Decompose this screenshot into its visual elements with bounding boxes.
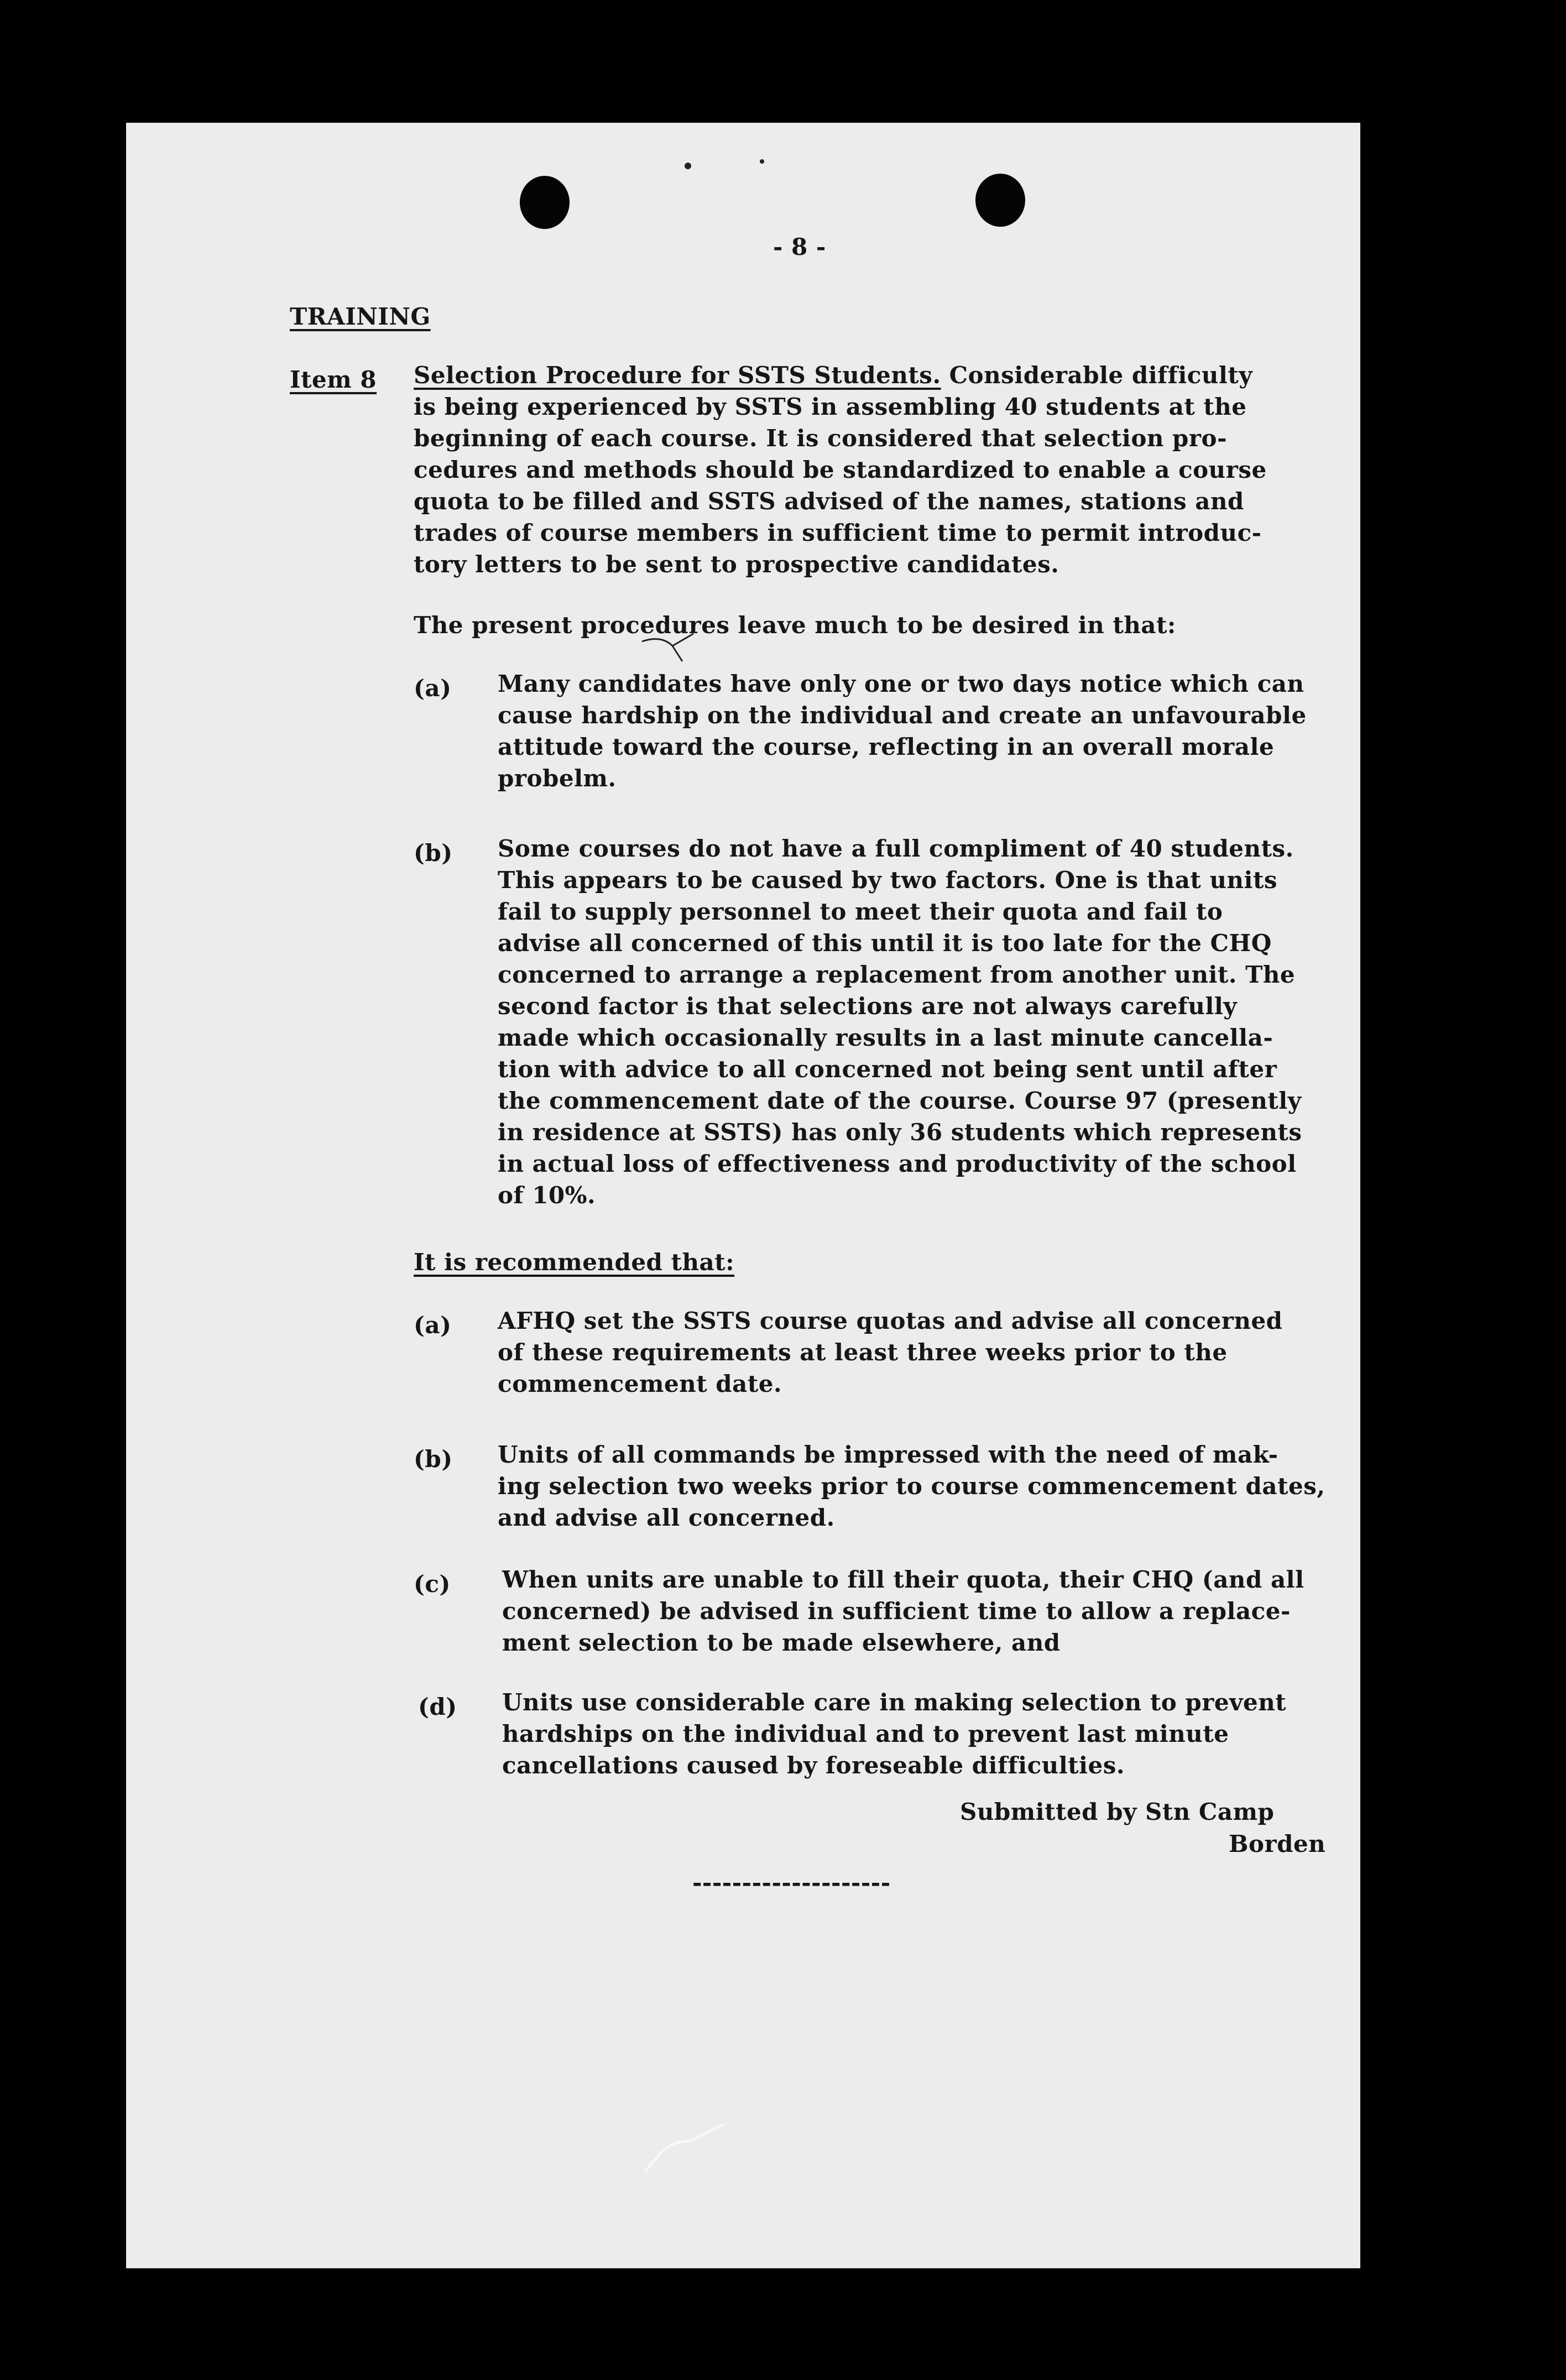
- list-line: made which occasionally results in a last minute cancella-: [498, 1024, 1273, 1051]
- list-line: When units are unable to fill their quota, their CHQ (and all: [502, 1566, 1304, 1593]
- recommend-item-a: [498, 1305, 1283, 1400]
- recommend-item-c: [502, 1564, 1304, 1658]
- list-line: second factor is that selections are not always carefully: [498, 993, 1238, 1020]
- present-item-a: [498, 668, 1307, 794]
- list-line: in residence at SSTS) has only 36 students which represents: [498, 1119, 1302, 1146]
- recommend-item-b: [498, 1439, 1325, 1533]
- intro-line: cedures and methods should be standardized to enable a course: [414, 456, 1267, 483]
- list-line: concerned to arrange a replacement from another unit. The: [498, 961, 1296, 988]
- item-title: Selection Procedure for SSTS Students.: [414, 362, 941, 389]
- punch-hole-left: [520, 176, 570, 229]
- separator-line: --------------------: [692, 1869, 891, 1896]
- list-line: Units of all commands be impressed with the need of mak-: [498, 1441, 1278, 1468]
- intro-line: is being experienced by SSTS in assembling 40 students at the: [414, 393, 1247, 420]
- intro-paragraph: [414, 359, 1267, 580]
- list-line: Some courses do not have a full compliment of 40 students.: [498, 835, 1294, 862]
- intro-line: trades of course members in sufficient time to permit introduc-: [414, 519, 1262, 546]
- list-line: probelm.: [498, 765, 617, 792]
- page-number: - 8 -: [773, 233, 826, 260]
- submitted-by: Submitted by Stn Camp: [960, 1798, 1275, 1825]
- submitted-by-station: Borden: [1229, 1830, 1326, 1857]
- recommendation-lead: It is recommended that:: [414, 1249, 735, 1276]
- recommend-item-d-label: (d): [418, 1693, 457, 1720]
- list-line: Units use considerable care in making selection to prevent: [502, 1689, 1287, 1716]
- present-item-b: [498, 833, 1302, 1211]
- list-line: and advise all concerned.: [498, 1504, 835, 1531]
- list-line: attitude toward the course, reflecting in an overall morale: [498, 733, 1275, 760]
- list-line: cause hardship on the individual and create an unfavourable: [498, 702, 1307, 729]
- list-line: ment selection to be made elsewhere, and: [502, 1629, 1061, 1656]
- list-line: AFHQ set the SSTS course quotas and advise all concerned: [498, 1307, 1283, 1334]
- section-heading: TRAINING: [290, 303, 431, 330]
- document-page: [126, 123, 1360, 2268]
- list-line: commencement date.: [498, 1370, 782, 1397]
- list-line: This appears to be caused by two factors. One is that units: [498, 867, 1278, 894]
- list-line: advise all concerned of this until it is too late for the CHQ: [498, 930, 1272, 957]
- intro-line: quota to be filled and SSTS advised of the names, stations and: [414, 488, 1244, 515]
- list-line: cancellations caused by foreseable difficulties.: [502, 1752, 1125, 1779]
- recommend-item-b-label: (b): [414, 1445, 453, 1473]
- recommend-item-c-label: (c): [414, 1570, 451, 1598]
- intro-line: beginning of each course. It is considered that selection pro-: [414, 425, 1227, 452]
- ink-speck: [685, 163, 691, 169]
- list-line: fail to supply personnel to meet their quota and fail to: [498, 898, 1223, 925]
- item-label: Item 8: [290, 366, 377, 393]
- list-line: Many candidates have only one or two days notice which can: [498, 670, 1304, 697]
- list-line: ing selection two weeks prior to course commencement dates,: [498, 1473, 1325, 1500]
- list-line: hardships on the individual and to prevent last minute: [502, 1720, 1229, 1747]
- intro-line: Selection Procedure for SSTS Students. Considerable difficulty: [414, 362, 1253, 389]
- recommend-item-d: [502, 1687, 1286, 1781]
- present-item-a-label: (a): [414, 675, 452, 702]
- stray-mark: [640, 2119, 729, 2180]
- ink-speck: [760, 159, 764, 164]
- handwritten-arrow-mark: [639, 629, 706, 662]
- list-line: tion with advice to all concerned not being sent until after: [498, 1056, 1277, 1083]
- list-line: of 10%.: [498, 1182, 596, 1209]
- present-item-b-label: (b): [414, 839, 453, 867]
- punch-hole-right: [975, 174, 1025, 227]
- present-procedures-lead: The present procedures leave much to be desired in that:: [414, 612, 1176, 639]
- list-line: in actual loss of effectiveness and productivity of the school: [498, 1150, 1297, 1177]
- intro-line: tory letters to be sent to prospective candidates.: [414, 551, 1059, 578]
- list-line: concerned) be advised in sufficient time to allow a replace-: [502, 1598, 1291, 1625]
- list-line: of these requirements at least three weeks prior to the: [498, 1339, 1228, 1366]
- recommend-item-a-label: (a): [414, 1312, 452, 1339]
- list-line: the commencement date of the course. Course 97 (presently: [498, 1087, 1302, 1114]
